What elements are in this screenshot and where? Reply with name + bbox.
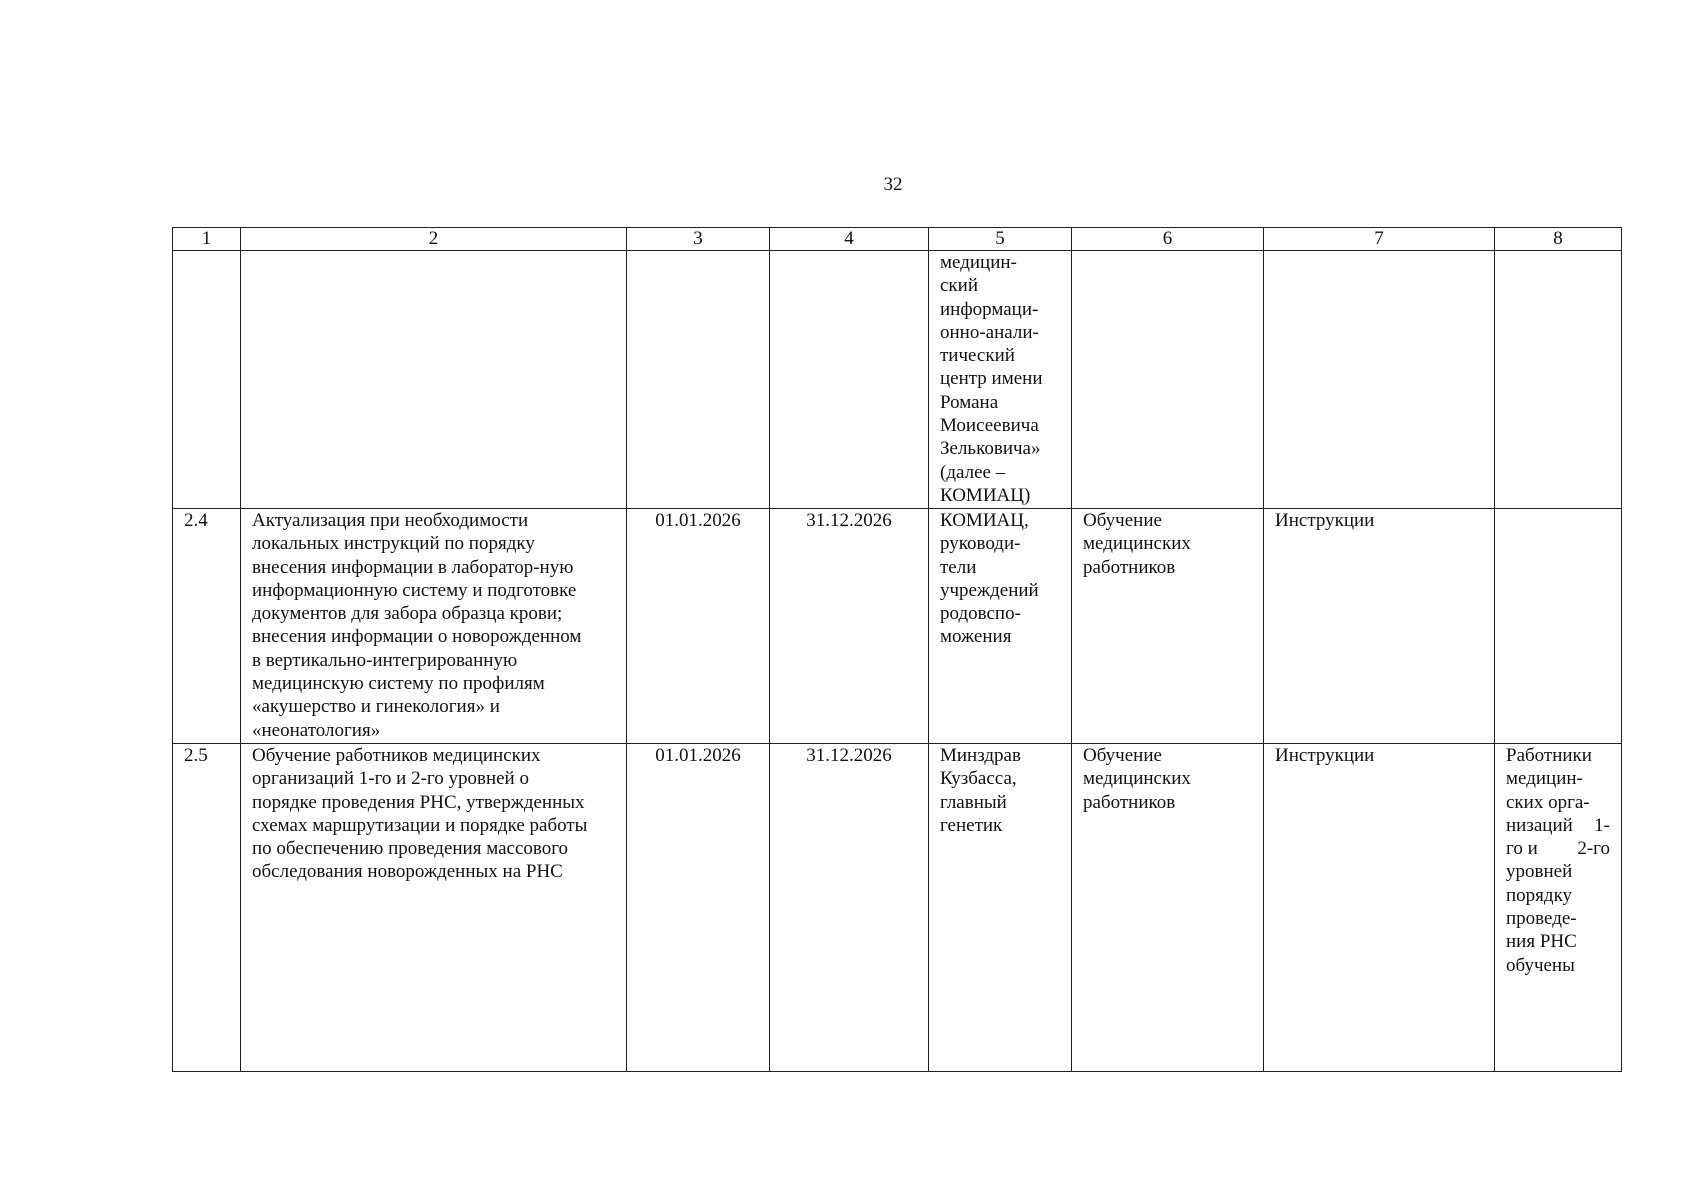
result-text: Обучение медицинских работников bbox=[1083, 510, 1191, 578]
column-header: 5 bbox=[929, 228, 1072, 251]
indicator-cell bbox=[1495, 744, 1622, 1072]
indicator-word: низаций bbox=[1506, 814, 1573, 836]
plan-table bbox=[172, 227, 1622, 1072]
start-date-cell: 01.01.2026 bbox=[627, 744, 770, 1072]
table-header-row bbox=[173, 228, 1622, 251]
indicator-text: уровней порядку проведе- ния РНС обучены bbox=[1506, 861, 1577, 976]
indicator-justified-line bbox=[1506, 837, 1610, 860]
task-text: Актуализация при необходимости локальных инструкций по порядку внесения информации в лаборатор-ную информационную систему и подготовке документов для забора образца крови; внесения информации о новорожденном в вертикально-интегрированную медицинскую систему по профилям «акушерство и гинекология» и «неонатология» bbox=[252, 510, 582, 741]
end-date-cell bbox=[770, 251, 929, 509]
result-text: Обучение медицинских работников bbox=[1083, 745, 1191, 813]
row-number-cell: 2.4 bbox=[173, 509, 241, 744]
column-header: 3 bbox=[627, 228, 770, 251]
responsible-cell bbox=[929, 251, 1072, 509]
row-number-cell bbox=[173, 251, 241, 509]
table-row bbox=[173, 744, 1622, 1072]
table-row bbox=[173, 509, 1622, 744]
start-date-cell: 01.01.2026 bbox=[627, 509, 770, 744]
indicator-word: го и bbox=[1506, 838, 1538, 860]
task-cell bbox=[241, 744, 627, 1072]
column-header: 8 bbox=[1495, 228, 1622, 251]
indicator-word: 1- bbox=[1594, 814, 1610, 836]
column-header: 1 bbox=[173, 228, 241, 251]
end-date-cell: 31.12.2026 bbox=[770, 509, 929, 744]
responsible-text: КОМИАЦ, руководи- тели учреждений родовспо- можения bbox=[940, 510, 1039, 648]
document-cell: Инструкции bbox=[1264, 509, 1495, 744]
row-number-cell: 2.5 bbox=[173, 744, 241, 1072]
column-header: 6 bbox=[1072, 228, 1264, 251]
result-cell bbox=[1072, 509, 1264, 744]
column-header: 2 bbox=[241, 228, 627, 251]
table-row bbox=[173, 251, 1622, 509]
page-number: 32 bbox=[883, 174, 903, 195]
indicator-cell bbox=[1495, 509, 1622, 744]
indicator-word: 2-го bbox=[1577, 838, 1610, 860]
indicator-cell bbox=[1495, 251, 1622, 509]
task-cell bbox=[241, 509, 627, 744]
result-cell bbox=[1072, 251, 1264, 509]
start-date-cell bbox=[627, 251, 770, 509]
responsible-text: медицин- ский информаци- онно-анали- тический центр имени Романа Моисеевича Зельковича» (далее – КОМИАЦ) bbox=[940, 252, 1043, 506]
responsible-cell bbox=[929, 744, 1072, 1072]
column-header: 7 bbox=[1264, 228, 1495, 251]
document-cell bbox=[1264, 251, 1495, 509]
document-cell: Инструкции bbox=[1264, 744, 1495, 1072]
responsible-text: Минздрав Кузбасса, главный генетик bbox=[940, 745, 1021, 836]
indicator-justified-line bbox=[1506, 814, 1610, 837]
result-cell bbox=[1072, 744, 1264, 1072]
indicator-text: Работники медицин- ских орга- bbox=[1506, 745, 1592, 813]
task-text: Обучение работников медицинских организаций 1-го и 2-го уровней о порядке проведения РНС, утвержденных схемах маршрутизации и порядке работы по обеспечению проведения массового обследования новорожденных на РНС bbox=[252, 745, 588, 883]
column-header: 4 bbox=[770, 228, 929, 251]
task-cell bbox=[241, 251, 627, 509]
responsible-cell bbox=[929, 509, 1072, 744]
end-date-cell: 31.12.2026 bbox=[770, 744, 929, 1072]
